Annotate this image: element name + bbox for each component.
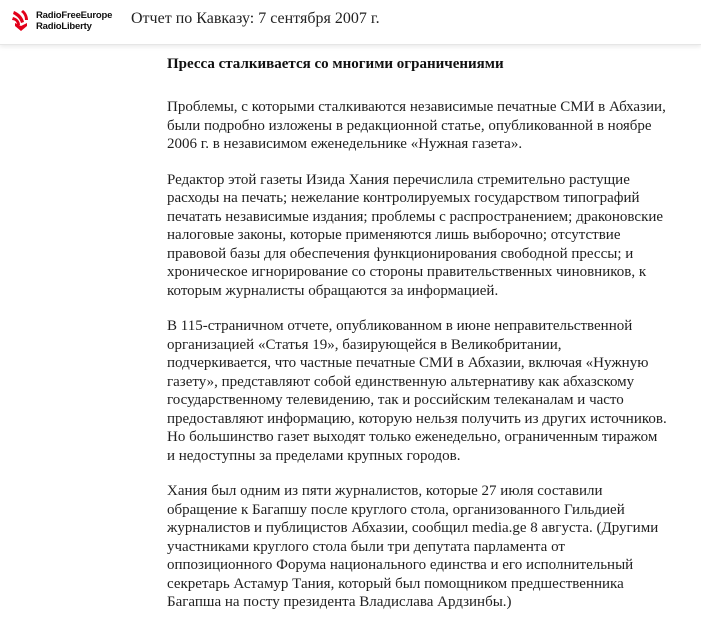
article-paragraph: В 115-страничном отчете, опубликованном в июне неправительственной организацией «Статья 19», базирующейся в Великобритании, подчеркивается, что частные печатные СМИ в Абхазии, включая «Нужную газету», представляют собой единственную альтернативу как абхазскому государственному телевидению, так и российским телеканалам и часто предоставляют информацию, которую нельзя получить из других источников. Но большинство газет выходят только еженедельно, ограниченным тиражом и недоступны за пределами крупных городов. (167, 318, 667, 464)
rferl-logo[interactable] (11, 9, 112, 33)
section-title: Пресса сталкивается со многими ограничениями (167, 56, 504, 72)
page-title: Отчет по Кавказу: 7 сентября 2007 г. (131, 10, 380, 27)
brand-wordmark (36, 10, 112, 32)
brand-line-1: RadioFreeEurope (36, 10, 113, 21)
site-header (0, 0, 701, 45)
article-paragraph: Хания был одним из пяти журналистов, которые 27 июля составили обращение к Багапшу после круглого стола, организованного Гильдией журналистов и публицистов Абхазии, сообщил media.ge 8 августа. (Другими участниками круглого стола были три депутата парламента от оппозиционного Форума национального единства и его исполнительный секретарь Астамур Тания, который был помощником предшественника Багапша на посту президента Владислава Ардзинбы.) (167, 483, 659, 610)
brand-line-2: RadioLiberty (36, 21, 92, 32)
article-paragraph: Редактор этой газеты Изида Хания перечислила стремительно растущие расходы на печать; нежелание контролируемых государством типографий печатать независимые издания; проблемы с распространением; драконовские налоговые законы, которые применяются лишь выборочно; отсутствие правовой базы для обеспечения функционирования свободной прессы; и хроническое игнорирование со стороны правительственных чиновников, к которым журналисты обращаются за информацией. (167, 171, 664, 299)
rferl-logo-icon (11, 9, 31, 33)
article-body (167, 54, 667, 612)
article-paragraph: Проблемы, с которыми сталкиваются независимые печатные СМИ в Абхазии, были подробно изложены в редакционной статье, опубликованной в ноябре 2006 г. в независимом еженедельнике «Нужная газета». (167, 99, 666, 152)
